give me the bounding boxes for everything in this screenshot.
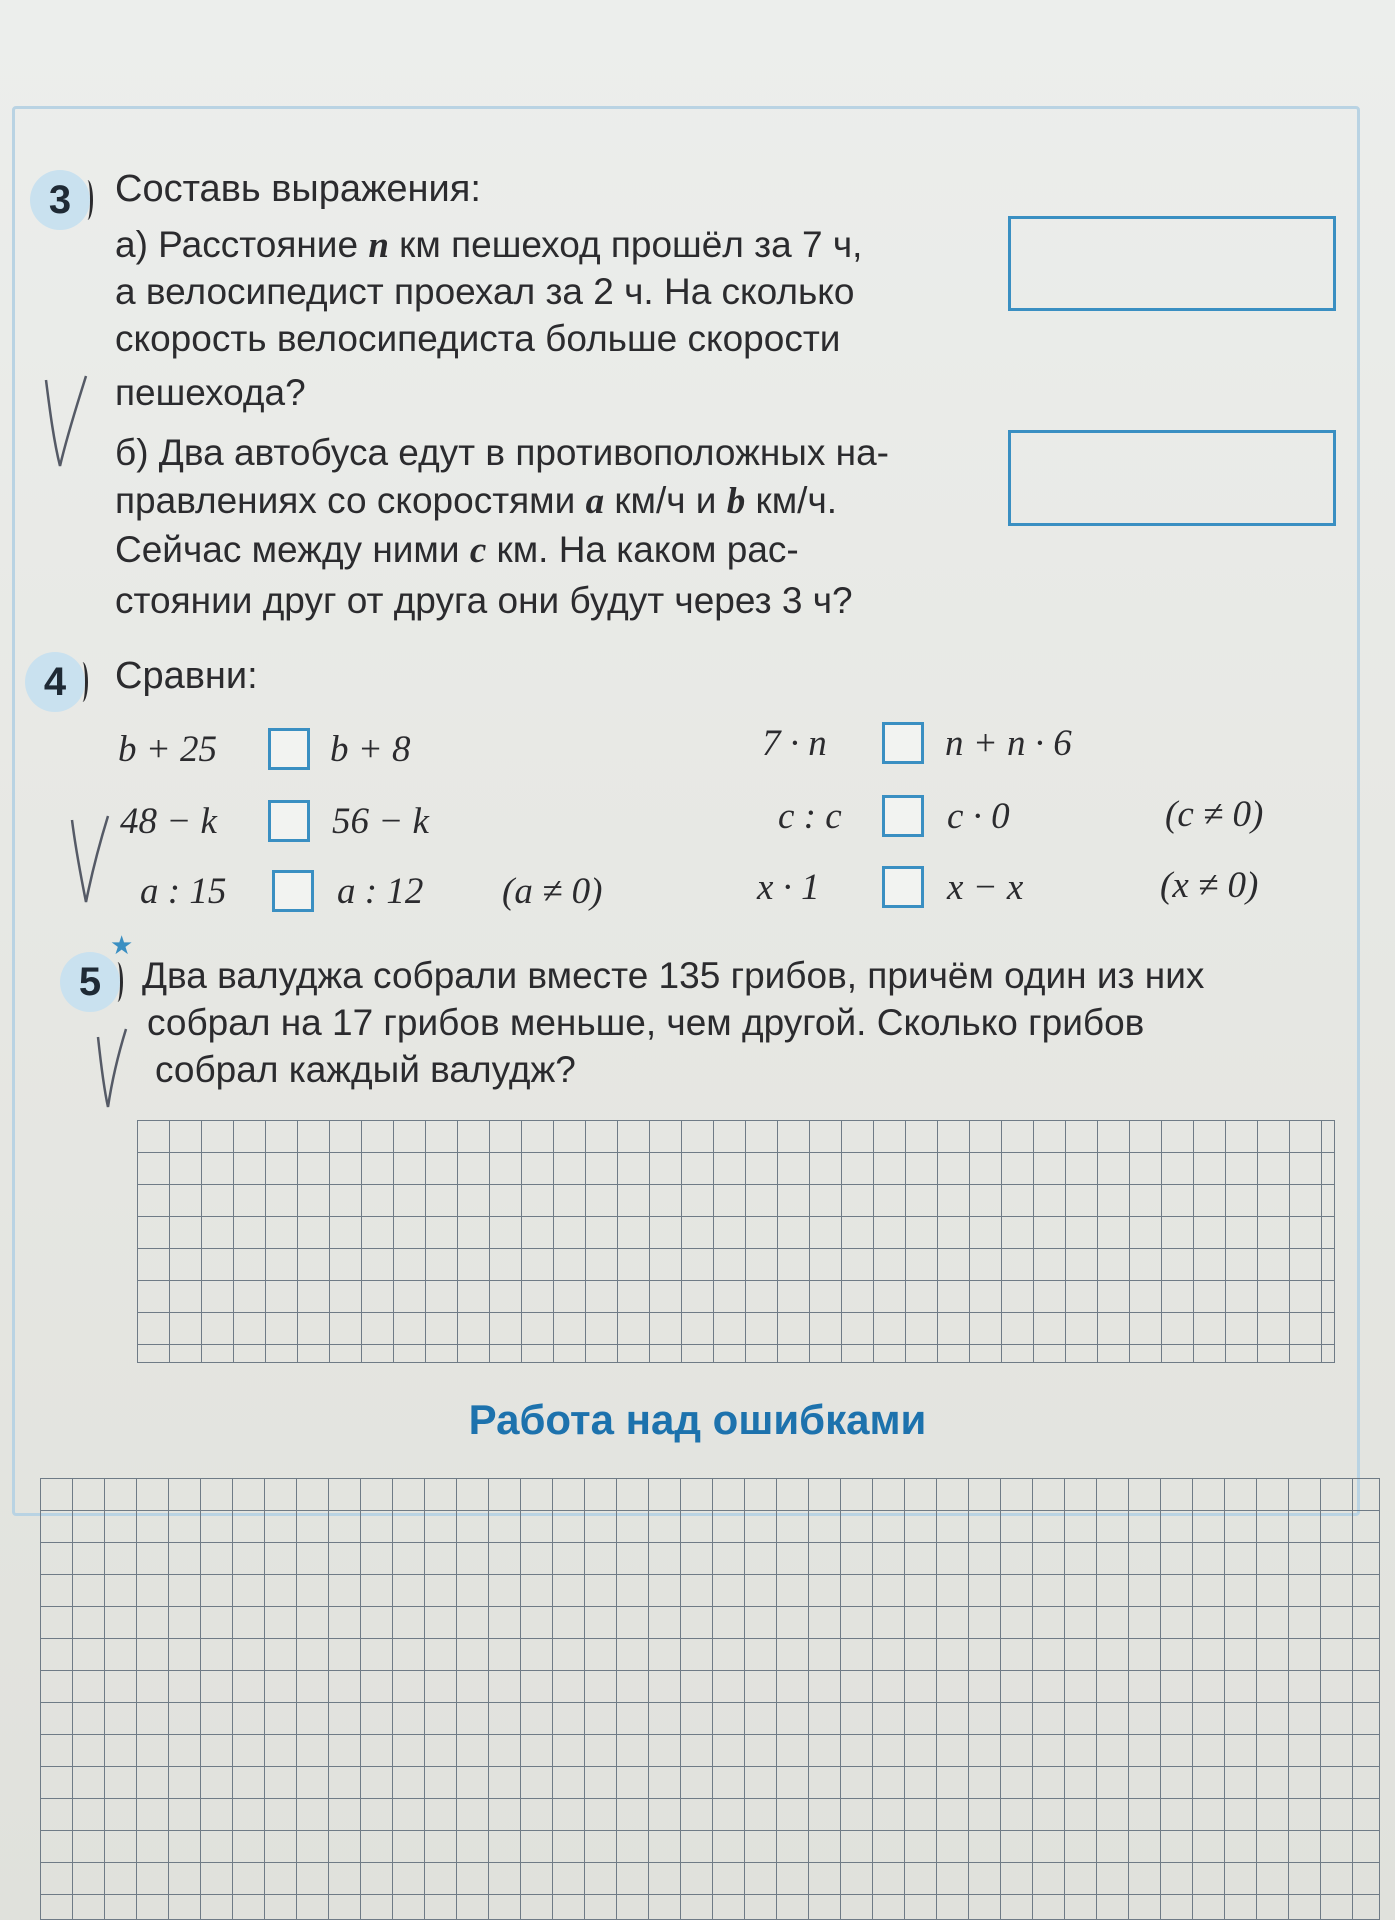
compare-left-expr: 7 · n bbox=[762, 723, 827, 764]
task-3a-line-3: скорость велосипедиста больше скорости bbox=[115, 318, 841, 359]
task-3b-answer-box[interactable] bbox=[1008, 430, 1336, 526]
task-3b-text: правлениях со скоростями bbox=[115, 480, 576, 521]
compare-condition: (a ≠ 0) bbox=[502, 871, 603, 912]
task-3a-text-start: а) Расстояние bbox=[115, 224, 359, 265]
variable-a: a bbox=[585, 481, 605, 522]
compare-left-expr: b + 25 bbox=[118, 729, 217, 770]
task-4-number-badge bbox=[25, 652, 85, 712]
task-3b-text: км/ч и bbox=[614, 480, 717, 521]
task-5-line-2: собрал на 17 грибов меньше, чем другой. Сколько грибов bbox=[147, 1002, 1145, 1043]
task-3b-text: км/ч. bbox=[755, 480, 838, 521]
compare-sign-box[interactable] bbox=[268, 800, 310, 842]
compare-condition: (c ≠ 0) bbox=[1165, 794, 1264, 835]
handwritten-check-mark bbox=[66, 812, 112, 908]
compare-right-expr: 56 − k bbox=[332, 801, 429, 842]
task-5-answer-grid[interactable] bbox=[137, 1120, 1335, 1363]
handwritten-check-mark bbox=[40, 372, 90, 472]
task-4-number: 4 bbox=[43, 659, 67, 704]
task-3b-line-3 bbox=[115, 529, 799, 572]
compare-sign-box[interactable] bbox=[272, 870, 314, 912]
compare-left-expr: 48 − k bbox=[120, 801, 217, 842]
handwritten-check-mark bbox=[92, 1025, 132, 1113]
compare-sign-box[interactable] bbox=[882, 795, 924, 837]
task-3a-answer-box[interactable] bbox=[1008, 216, 1336, 311]
task-3a-line-2: а велосипедист проехал за 2 ч. На сколько bbox=[115, 271, 855, 312]
compare-sign-box[interactable] bbox=[268, 728, 310, 770]
task-3b-line-1: б) Два автобуса едут в противоположных на- bbox=[115, 432, 889, 473]
task-3b-text: Сейчас между ними bbox=[115, 529, 460, 570]
errors-work-grid[interactable] bbox=[40, 1478, 1380, 1920]
compare-right-expr: a : 12 bbox=[337, 871, 424, 912]
errors-section-title: Работа над ошибками bbox=[468, 1396, 927, 1443]
task-3b-text: км. На каком рас- bbox=[496, 529, 799, 570]
task-5-line-1: Два валуджа собрали вместе 135 грибов, причём один из них bbox=[142, 955, 1205, 996]
compare-right-expr: n + n · 6 bbox=[945, 723, 1072, 764]
compare-left-expr: a : 15 bbox=[140, 871, 227, 912]
compare-sign-box[interactable] bbox=[882, 866, 924, 908]
task-5-line-3: собрал каждый валудж? bbox=[155, 1049, 576, 1090]
task-3b-line-4: стоянии друг от друга они будут через 3 ч? bbox=[115, 580, 853, 621]
task-4-title: Сравни: bbox=[115, 655, 258, 697]
task-3-number-badge bbox=[30, 170, 90, 230]
compare-condition: (x ≠ 0) bbox=[1160, 865, 1259, 906]
compare-sign-box[interactable] bbox=[882, 722, 924, 764]
task-3-title: Составь выражения: bbox=[115, 168, 481, 210]
task-5-number-badge bbox=[60, 952, 120, 1012]
compare-right-expr: b + 8 bbox=[330, 729, 411, 770]
task-3-number: 3 bbox=[48, 177, 72, 222]
variable-c: c bbox=[469, 530, 487, 571]
task-3a-text-end: км пешеход прошёл за 7 ч, bbox=[399, 224, 863, 265]
variable-b: b bbox=[726, 481, 746, 522]
task-3a-line-1 bbox=[115, 224, 862, 267]
compare-right-expr: x − x bbox=[947, 867, 1024, 908]
task-3b-line-2 bbox=[115, 480, 837, 523]
task-5-number: 5 bbox=[78, 959, 102, 1004]
variable-n: n bbox=[368, 225, 389, 266]
compare-left-expr: x · 1 bbox=[757, 867, 820, 908]
task-3a-line-4: пешехода? bbox=[115, 372, 306, 413]
star-icon: ★ bbox=[110, 930, 134, 960]
compare-left-expr: c : c bbox=[778, 796, 842, 837]
compare-right-expr: c · 0 bbox=[947, 796, 1010, 837]
